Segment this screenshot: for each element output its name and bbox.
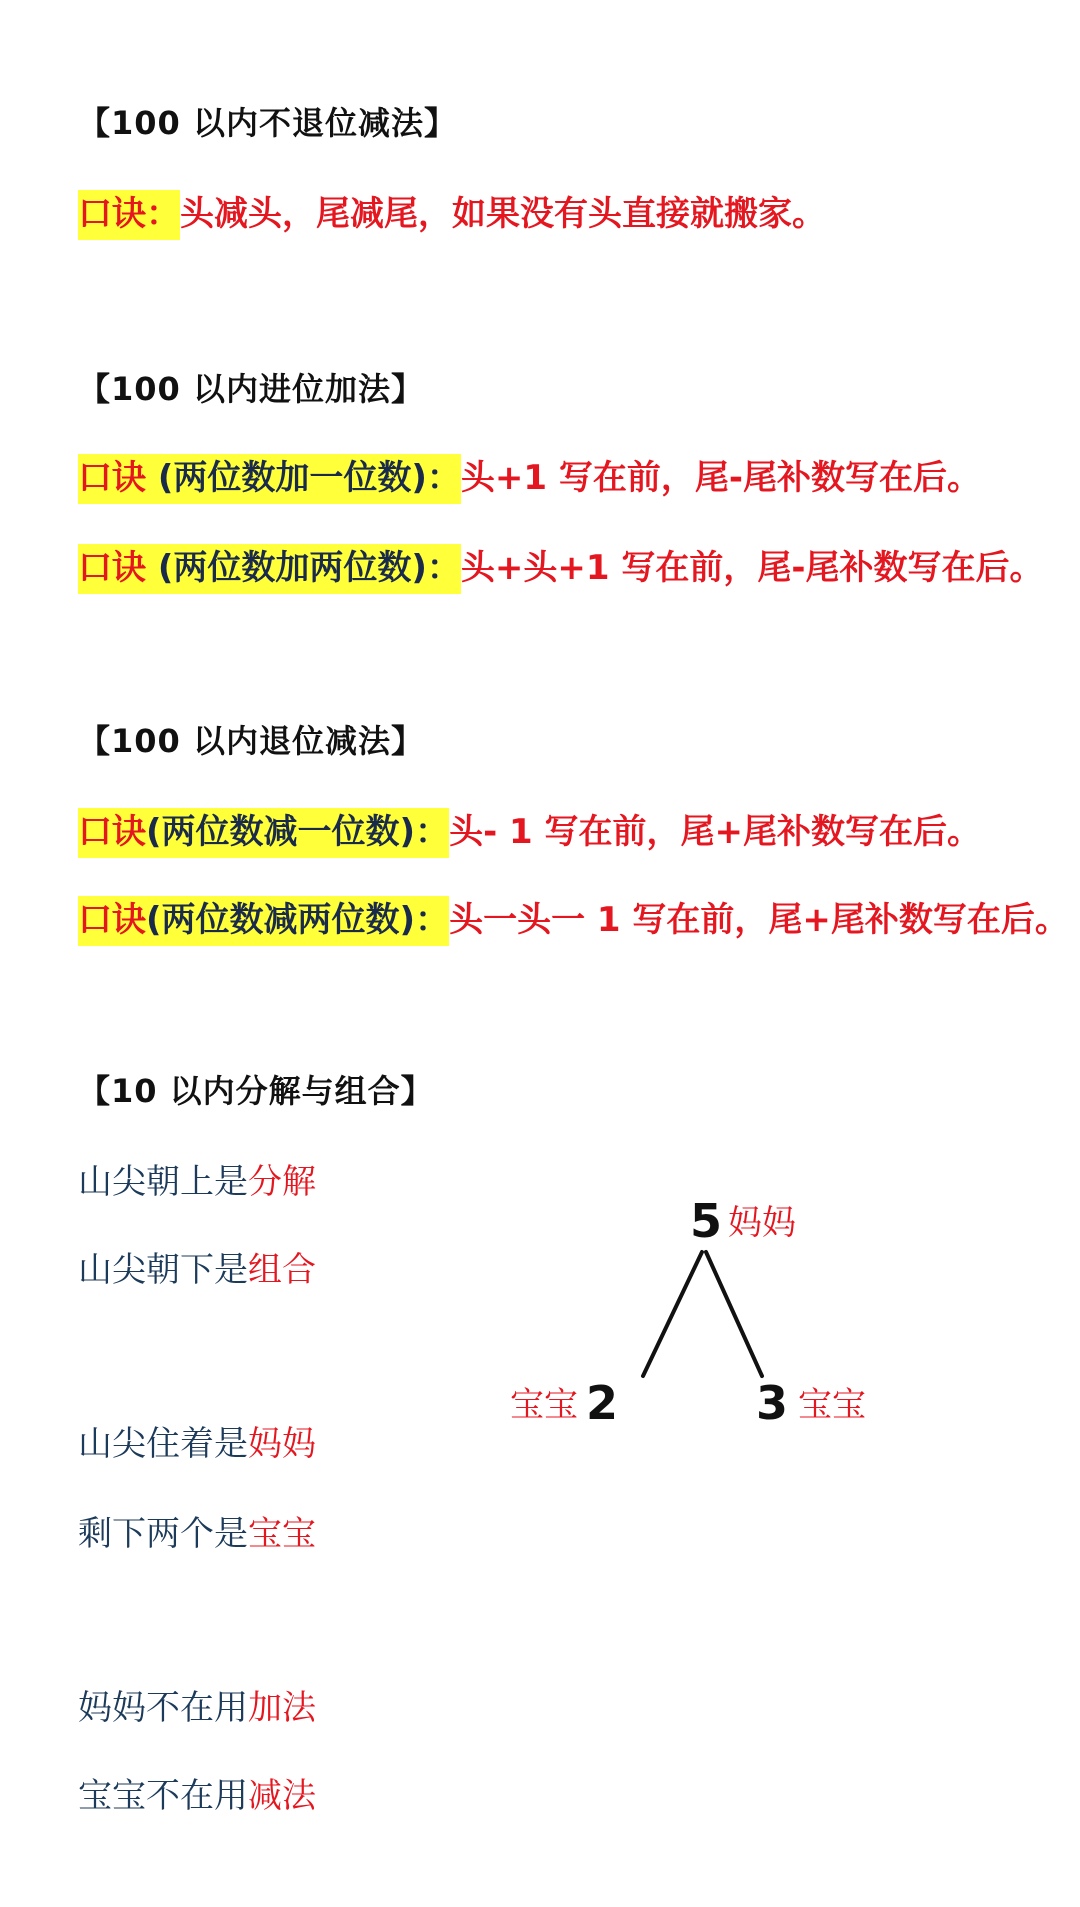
section-heading-carry-addition: 【100 以内进位加法】 (78, 370, 424, 408)
mnemonic-plain: 山尖朝上是 (78, 1162, 248, 1202)
rule-label-sub: (两位数减两位数)： (146, 900, 450, 940)
rule-no-borrow-subtraction (78, 186, 826, 235)
rule-label-sub: (两位数加两位数)： (146, 548, 461, 588)
rule-text: 头+1 写在前，尾-尾补数写在后。 (460, 458, 982, 498)
rule-label: 口诀 (78, 548, 146, 588)
rule-carry-addition-one-digit (78, 450, 981, 499)
mnemonic-red: 宝宝 (248, 1514, 316, 1554)
diagram-top-label: 妈妈 (728, 1203, 796, 1243)
rule-text: 头+头+1 写在前，尾-尾补数写在后。 (460, 548, 1044, 588)
mnemonic-line (78, 1154, 316, 1203)
section-heading-borrow-subtraction: 【100 以内退位减法】 (78, 722, 424, 760)
mnemonic-red: 减法 (248, 1776, 316, 1816)
mnemonic-line (78, 1680, 316, 1729)
rule-label-highlight (78, 190, 180, 240)
decomposition-diagram (500, 1190, 900, 1430)
mnemonic-red: 加法 (248, 1688, 316, 1728)
mnemonic-line (78, 1416, 316, 1465)
rule-carry-addition-two-digit (78, 540, 1044, 589)
rule-label-highlight (78, 454, 461, 504)
mnemonic-plain: 妈妈不在用 (78, 1688, 248, 1728)
rule-label: 口诀 (78, 812, 146, 852)
mnemonic-plain: 剩下两个是 (78, 1514, 248, 1554)
mnemonic-red: 组合 (248, 1250, 316, 1290)
rule-label-sub: (两位数减一位数)： (146, 812, 450, 852)
section-heading-decomposition: 【10 以内分解与组合】 (78, 1072, 434, 1110)
rule-label-highlight (78, 896, 449, 946)
diagram-right-number: 3 (756, 1376, 789, 1430)
mnemonic-red: 分解 (248, 1162, 316, 1202)
rule-label: 口诀： (78, 194, 180, 234)
rule-label-highlight (78, 544, 461, 594)
rule-borrow-subtraction-two-digit (78, 892, 1069, 941)
mnemonic-line (78, 1242, 316, 1291)
mnemonic-line (78, 1506, 316, 1555)
diagram-top-number: 5 (690, 1194, 723, 1248)
diagram-left-branch (643, 1252, 702, 1376)
rule-label: 口诀 (78, 900, 146, 940)
rule-label-highlight (78, 808, 449, 858)
rule-label-sub: (两位数加一位数)： (146, 458, 461, 498)
diagram-right-branch (706, 1252, 762, 1376)
mnemonic-plain: 宝宝不在用 (78, 1776, 248, 1816)
mnemonic-line (78, 1768, 316, 1817)
rule-text: 头减头，尾减尾，如果没有头直接就搬家。 (180, 194, 826, 234)
diagram-right-label: 宝宝 (798, 1385, 866, 1425)
mnemonic-red: 妈妈 (248, 1424, 316, 1464)
rule-text: 头一头一 1 写在前，尾+尾补数写在后。 (449, 900, 1069, 940)
section-heading-no-borrow-subtraction: 【100 以内不退位减法】 (78, 104, 457, 142)
mnemonic-plain: 山尖朝下是 (78, 1250, 248, 1290)
rule-label: 口诀 (78, 458, 146, 498)
rule-text: 头- 1 写在前，尾+尾补数写在后。 (449, 812, 982, 852)
mnemonic-plain: 山尖住着是 (78, 1424, 248, 1464)
diagram-left-label: 宝宝 (510, 1385, 578, 1425)
rule-borrow-subtraction-one-digit (78, 804, 981, 853)
diagram-left-number: 2 (586, 1376, 619, 1430)
